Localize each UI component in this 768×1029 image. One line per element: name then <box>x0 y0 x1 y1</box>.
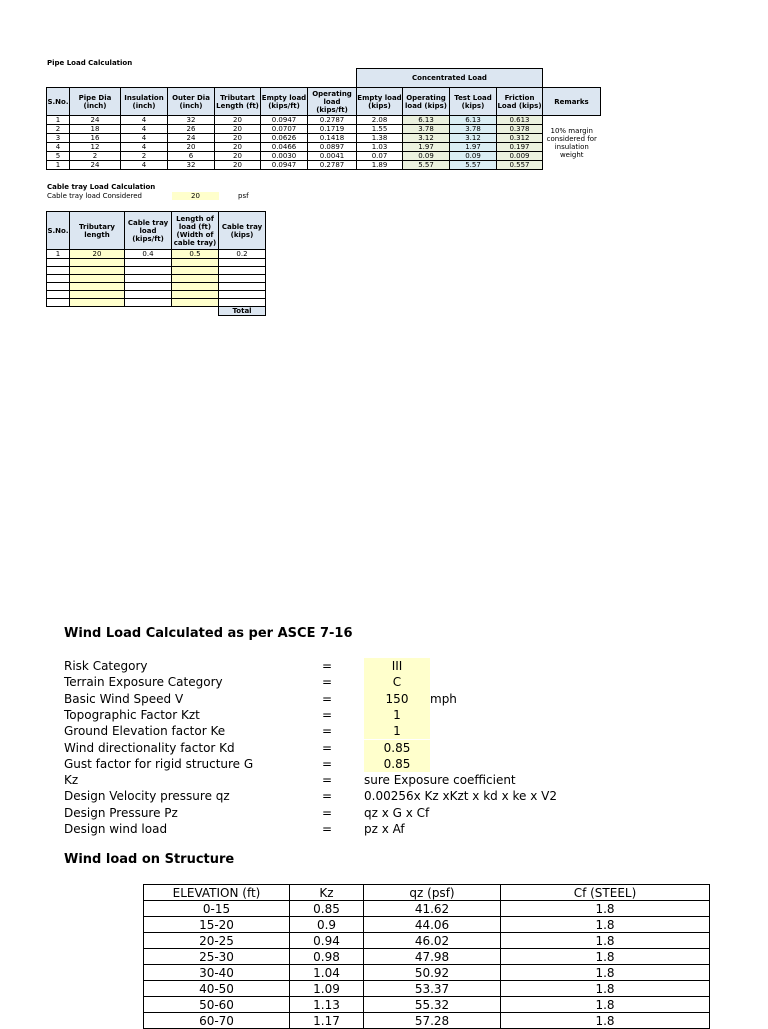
param-value: C <box>364 674 430 690</box>
table-cell: 50.92 <box>364 965 501 981</box>
table-cell: 1.8 <box>501 933 710 949</box>
table-cell <box>172 259 219 267</box>
table-cell: 6.13 <box>403 116 450 125</box>
table-cell: 1.89 <box>357 161 403 170</box>
wind-param-row <box>64 788 664 804</box>
col-header: Tributary length <box>70 212 125 250</box>
table-cell <box>47 267 70 275</box>
param-label: Design Pressure Pz <box>64 805 178 820</box>
table-cell: 0.0947 <box>261 116 308 125</box>
col-header: Cable tray load (kips/ft) <box>125 212 172 250</box>
table-row <box>47 259 266 267</box>
table-cell: 0.1418 <box>308 134 357 143</box>
col-header: Operating load (kips/ft) <box>308 88 357 116</box>
col-header: Pipe Dia (inch) <box>70 88 121 116</box>
table-cell <box>47 259 70 267</box>
pipe-load-table <box>46 68 601 170</box>
col-header: S.No. <box>47 212 70 250</box>
param-label: Wind directionality factor Kd <box>64 740 235 755</box>
table-row <box>144 933 710 949</box>
equals-sign: = <box>322 707 333 722</box>
table-cell: 32 <box>168 116 215 125</box>
table-cell <box>172 275 219 283</box>
wind-param-row <box>64 723 664 739</box>
param-value: 1 <box>364 707 430 723</box>
equals-sign: = <box>322 675 333 690</box>
table-cell: 47.98 <box>364 949 501 965</box>
col-header: Empty load (kips/ft) <box>261 88 308 116</box>
equals-sign: = <box>322 740 333 755</box>
table-cell: 1 <box>47 116 70 125</box>
param-value: qz x G x Cf <box>364 805 430 820</box>
table-row <box>47 250 266 259</box>
table-cell: 1.55 <box>357 125 403 134</box>
cable-tray-considered-unit: psf <box>238 192 249 200</box>
pipe-load-title: Pipe Load Calculation <box>47 59 133 67</box>
table-cell: 4 <box>121 125 168 134</box>
table-cell <box>70 299 125 307</box>
table-cell: 0.9 <box>290 917 364 933</box>
table-cell: 16 <box>70 134 121 143</box>
table-cell: 0.009 <box>497 152 543 161</box>
table-row <box>47 299 266 307</box>
equals-sign: = <box>322 805 333 820</box>
cable-header-row <box>47 212 266 250</box>
table-cell: 20 <box>215 152 261 161</box>
table-cell: 44.06 <box>364 917 501 933</box>
table-row <box>47 152 601 161</box>
table-cell: 2 <box>70 152 121 161</box>
table-cell: 20 <box>215 161 261 170</box>
table-cell: 41.62 <box>364 901 501 917</box>
table-cell <box>125 267 172 275</box>
table-cell: 1.38 <box>357 134 403 143</box>
cable-tray-considered-value: 20 <box>172 192 219 200</box>
col-header: ELEVATION (ft) <box>144 885 290 901</box>
col-header: Friction Load (kips) <box>497 88 543 116</box>
table-cell: 20 <box>215 134 261 143</box>
table-cell: 0.0626 <box>261 134 308 143</box>
table-cell <box>219 283 266 291</box>
pipe-header-row <box>47 88 601 116</box>
table-cell: 24 <box>70 116 121 125</box>
table-row <box>47 134 601 143</box>
table-cell: 25-30 <box>144 949 290 965</box>
table-cell <box>172 267 219 275</box>
table-cell: 20-25 <box>144 933 290 949</box>
table-cell: 1.09 <box>290 981 364 997</box>
table-cell: 0.07 <box>357 152 403 161</box>
pipe-group-header-row <box>47 69 601 88</box>
table-cell: 4 <box>47 143 70 152</box>
table-cell: 1.03 <box>357 143 403 152</box>
table-cell <box>70 283 125 291</box>
structure-title: Wind load on Structure <box>64 852 235 867</box>
table-cell: 0.5 <box>172 250 219 259</box>
param-label: Design Velocity pressure qz <box>64 789 230 804</box>
table-cell: 20 <box>215 143 261 152</box>
table-row <box>47 161 601 170</box>
table-cell <box>219 291 266 299</box>
col-header: Insulation (inch) <box>121 88 168 116</box>
total-label: Total <box>219 307 266 316</box>
table-cell <box>70 267 125 275</box>
col-header: Outer Dia (inch) <box>168 88 215 116</box>
table-cell: 32 <box>168 161 215 170</box>
col-header: Test Load (kips) <box>450 88 497 116</box>
table-cell: 3.12 <box>403 134 450 143</box>
table-row <box>47 125 601 134</box>
wind-title: Wind Load Calculated as per ASCE 7-16 <box>64 626 353 641</box>
table-cell: 20 <box>70 250 125 259</box>
table-cell: 3 <box>47 134 70 143</box>
table-cell: 1.04 <box>290 965 364 981</box>
table-cell <box>70 291 125 299</box>
table-cell: 1.8 <box>501 965 710 981</box>
wind-param-row <box>64 707 664 723</box>
param-value: pz x Af <box>364 822 405 836</box>
table-cell <box>219 267 266 275</box>
table-cell <box>70 275 125 283</box>
table-cell: 5.57 <box>450 161 497 170</box>
table-cell: 1.97 <box>403 143 450 152</box>
table-cell: 0.85 <box>290 901 364 917</box>
table-cell: 55.32 <box>364 997 501 1013</box>
cable-tray-title: Cable tray Load Calculation <box>47 183 156 191</box>
table-cell: 57.28 <box>364 1013 501 1029</box>
table-cell <box>219 299 266 307</box>
wind-header-row <box>144 885 710 901</box>
table-cell: 0.197 <box>497 143 543 152</box>
table-cell: 0.0466 <box>261 143 308 152</box>
param-unit: mph <box>430 691 457 706</box>
table-cell: 53.37 <box>364 981 501 997</box>
param-value: 0.00256x Kz xKzt x kd x ke x V2 <box>364 789 558 804</box>
table-cell: 0.09 <box>403 152 450 161</box>
table-cell <box>172 283 219 291</box>
table-cell: 0-15 <box>144 901 290 917</box>
param-value: 1 <box>364 723 430 739</box>
table-cell: 4 <box>121 143 168 152</box>
table-cell: 2.08 <box>357 116 403 125</box>
table-cell: 60-70 <box>144 1013 290 1029</box>
table-cell: 18 <box>70 125 121 134</box>
table-cell: 0.2 <box>219 250 266 259</box>
table-cell: 1.17 <box>290 1013 364 1029</box>
wind-param-row <box>64 756 664 772</box>
table-cell: 1.8 <box>501 949 710 965</box>
param-value: 150 <box>364 691 430 707</box>
table-cell <box>172 299 219 307</box>
param-label: Ground Elevation factor Ke <box>64 724 226 739</box>
table-cell: 3.78 <box>403 125 450 134</box>
table-cell: 1.8 <box>501 901 710 917</box>
table-cell: 50-60 <box>144 997 290 1013</box>
table-cell: 12 <box>70 143 121 152</box>
param-label: Basic Wind Speed V <box>64 691 184 706</box>
wind-param-row <box>64 674 664 690</box>
table-row <box>47 143 601 152</box>
table-cell: 0.1719 <box>308 125 357 134</box>
table-cell: 6.13 <box>450 116 497 125</box>
table-row <box>47 283 266 291</box>
col-header: qz (psf) <box>364 885 501 901</box>
table-cell <box>172 291 219 299</box>
table-cell: 20 <box>215 116 261 125</box>
table-cell <box>125 275 172 283</box>
equals-sign: = <box>322 756 333 771</box>
table-cell: 1.8 <box>501 1013 710 1029</box>
table-cell: 2 <box>47 125 70 134</box>
table-cell <box>47 283 70 291</box>
table-cell: 15-20 <box>144 917 290 933</box>
table-cell: 30-40 <box>144 965 290 981</box>
table-cell: 0.557 <box>497 161 543 170</box>
param-label: Terrain Exposure Category <box>64 675 223 690</box>
table-cell: 24 <box>168 134 215 143</box>
table-cell: 4 <box>121 134 168 143</box>
table-cell <box>219 259 266 267</box>
param-label: Design wind load <box>64 822 168 836</box>
equals-sign: = <box>322 659 333 673</box>
table-cell <box>47 299 70 307</box>
table-cell <box>125 299 172 307</box>
table-cell: 1.8 <box>501 981 710 997</box>
table-row <box>144 901 710 917</box>
param-value: III <box>364 658 430 674</box>
table-cell <box>219 275 266 283</box>
equals-sign: = <box>322 724 333 739</box>
table-cell <box>47 291 70 299</box>
cable-tray-table <box>46 211 266 316</box>
col-header: Kz <box>290 885 364 901</box>
table-row <box>144 965 710 981</box>
table-row <box>47 267 266 275</box>
table-cell: 4 <box>121 161 168 170</box>
table-cell: 0.378 <box>497 125 543 134</box>
wind-param-row <box>64 772 664 788</box>
table-cell: 4 <box>121 116 168 125</box>
equals-sign: = <box>322 822 333 836</box>
table-cell: 5 <box>47 152 70 161</box>
col-header: Length of load (ft) (Width of cable tray) <box>172 212 219 250</box>
wind-param-row <box>64 740 664 756</box>
table-cell: 40-50 <box>144 981 290 997</box>
table-cell: 0.98 <box>290 949 364 965</box>
table-cell: 0.4 <box>125 250 172 259</box>
table-cell: 0.0707 <box>261 125 308 134</box>
wind-structure-table <box>143 884 710 1029</box>
table-cell <box>70 259 125 267</box>
table-cell: 1.8 <box>501 917 710 933</box>
table-cell: 0.94 <box>290 933 364 949</box>
table-cell <box>47 275 70 283</box>
table-cell: 0.0041 <box>308 152 357 161</box>
table-cell: 6 <box>168 152 215 161</box>
table-cell: 0.09 <box>450 152 497 161</box>
table-cell <box>125 283 172 291</box>
concentrated-load-header: Concentrated Load <box>357 69 543 88</box>
cable-total-row <box>47 307 266 316</box>
table-row <box>47 116 601 125</box>
table-cell: 20 <box>215 125 261 134</box>
table-cell: 1 <box>47 250 70 259</box>
table-cell: 26 <box>168 125 215 134</box>
table-cell: 0.312 <box>497 134 543 143</box>
param-value: 0.85 <box>364 756 430 772</box>
param-value: 0.85 <box>364 740 430 756</box>
table-cell: 1.13 <box>290 997 364 1013</box>
table-row <box>144 917 710 933</box>
table-cell: 46.02 <box>364 933 501 949</box>
col-header: Remarks <box>543 88 601 116</box>
table-cell: 1.97 <box>450 143 497 152</box>
param-label: Gust factor for rigid structure G <box>64 756 254 771</box>
table-row <box>144 949 710 965</box>
col-header: Operating load (kips) <box>403 88 450 116</box>
equals-sign: = <box>322 789 333 804</box>
col-header: Cf (STEEL) <box>501 885 710 901</box>
table-cell: 0.0947 <box>261 161 308 170</box>
remarks-cell: 10% margin considered for insulation weight <box>543 116 601 170</box>
table-cell: 0.2787 <box>308 116 357 125</box>
param-value: sure Exposure coefficient <box>364 773 516 788</box>
table-row <box>144 997 710 1013</box>
table-cell: 1 <box>47 161 70 170</box>
table-cell: 24 <box>70 161 121 170</box>
wind-param-row <box>64 658 664 674</box>
table-cell <box>125 259 172 267</box>
param-label: Risk Category <box>64 659 148 673</box>
wind-param-row <box>64 821 664 837</box>
col-header: Cable tray (kips) <box>219 212 266 250</box>
cable-tray-considered-label: Cable tray load Considered <box>47 192 142 200</box>
table-cell: 0.0030 <box>261 152 308 161</box>
col-header: S.No. <box>47 88 70 116</box>
table-row <box>144 981 710 997</box>
table-row <box>47 291 266 299</box>
table-cell: 20 <box>168 143 215 152</box>
table-cell <box>125 291 172 299</box>
table-cell: 0.0897 <box>308 143 357 152</box>
param-label: Topographic Factor Kzt <box>64 707 200 722</box>
col-header: Tributart Length (ft) <box>215 88 261 116</box>
wind-param-row <box>64 805 664 821</box>
table-row <box>47 275 266 283</box>
equals-sign: = <box>322 691 333 706</box>
table-cell: 5.57 <box>403 161 450 170</box>
param-label: Kz <box>64 773 79 788</box>
table-row <box>144 1013 710 1029</box>
table-cell: 0.2787 <box>308 161 357 170</box>
table-cell: 3.12 <box>450 134 497 143</box>
table-cell: 3.78 <box>450 125 497 134</box>
table-cell: 0.613 <box>497 116 543 125</box>
wind-param-row <box>64 691 664 707</box>
table-cell: 1.8 <box>501 997 710 1013</box>
table-cell: 2 <box>121 152 168 161</box>
col-header: Empty load (kips) <box>357 88 403 116</box>
equals-sign: = <box>322 773 333 788</box>
